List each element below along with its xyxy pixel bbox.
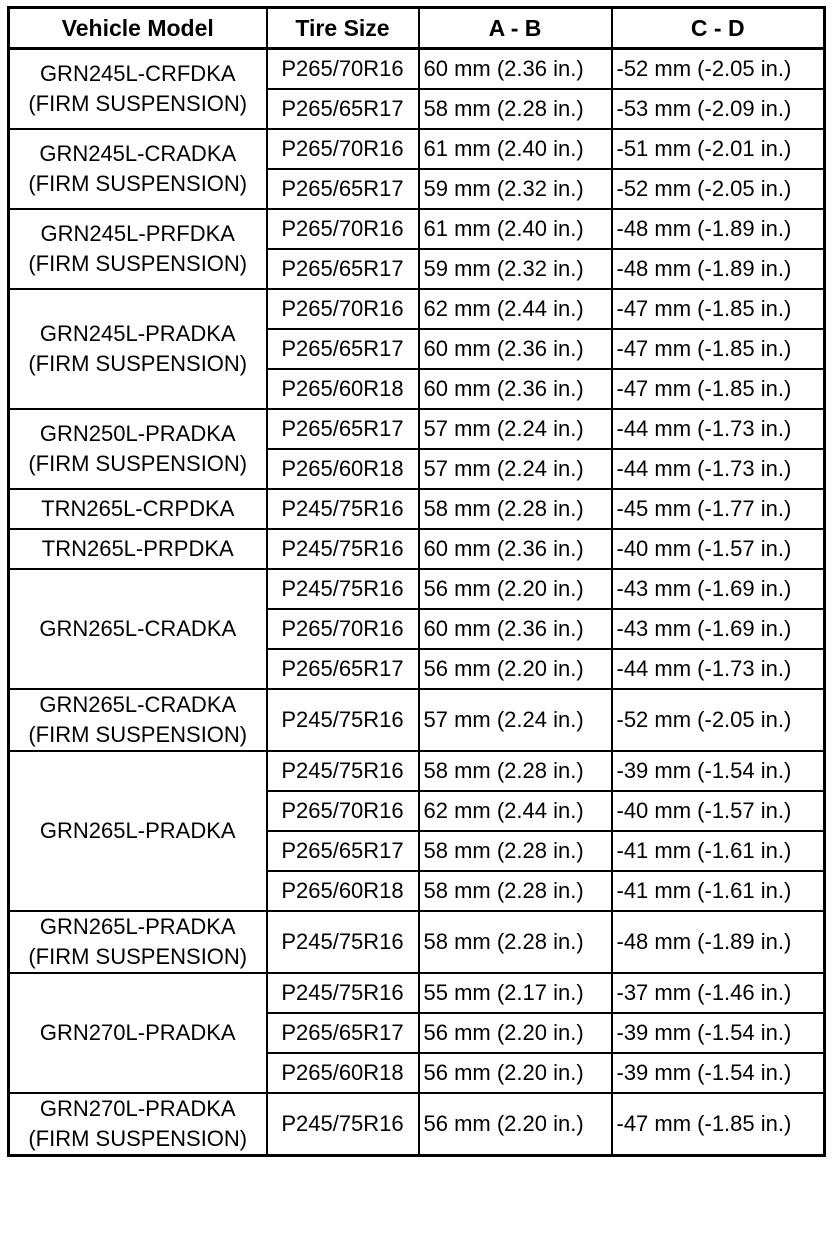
table-row bbox=[9, 973, 825, 1013]
a-b-cell: 56 mm (2.20 in.) bbox=[419, 1053, 612, 1093]
table-body bbox=[9, 49, 825, 1156]
vehicle-model-name: GRN245L-CRADKA bbox=[39, 141, 237, 166]
c-d-cell: -44 mm (-1.73 in.) bbox=[612, 409, 825, 449]
vehicle-model-name: TRN265L-CRPDKA bbox=[41, 496, 235, 521]
a-b-cell: 58 mm (2.28 in.) bbox=[419, 831, 612, 871]
tire-size-cell: P245/75R16 bbox=[267, 751, 419, 791]
c-d-cell: -48 mm (-1.89 in.) bbox=[612, 209, 825, 249]
tire-size-cell: P245/75R16 bbox=[267, 489, 419, 529]
tire-spec-table bbox=[7, 6, 826, 1157]
vehicle-model-note: (FIRM SUSPENSION) bbox=[28, 944, 248, 969]
a-b-cell: 59 mm (2.32 in.) bbox=[419, 249, 612, 289]
c-d-cell: -39 mm (-1.54 in.) bbox=[612, 1053, 825, 1093]
a-b-cell: 56 mm (2.20 in.) bbox=[419, 1013, 612, 1053]
header-c-d: C - D bbox=[612, 8, 825, 49]
a-b-cell: 55 mm (2.17 in.) bbox=[419, 973, 612, 1013]
tire-size-cell: P265/65R17 bbox=[267, 831, 419, 871]
vehicle-model-cell bbox=[9, 1093, 267, 1156]
c-d-cell: -52 mm (-2.05 in.) bbox=[612, 169, 825, 209]
table-row bbox=[9, 409, 825, 449]
table-row bbox=[9, 1093, 825, 1156]
c-d-cell: -39 mm (-1.54 in.) bbox=[612, 751, 825, 791]
a-b-cell: 56 mm (2.20 in.) bbox=[419, 1093, 612, 1156]
tire-size-cell: P265/70R16 bbox=[267, 209, 419, 249]
vehicle-model-cell bbox=[9, 569, 267, 689]
a-b-cell: 57 mm (2.24 in.) bbox=[419, 689, 612, 751]
tire-size-cell: P265/70R16 bbox=[267, 129, 419, 169]
a-b-cell: 61 mm (2.40 in.) bbox=[419, 129, 612, 169]
table-row bbox=[9, 689, 825, 751]
c-d-cell: -40 mm (-1.57 in.) bbox=[612, 529, 825, 569]
vehicle-model-name: GRN265L-PRADKA bbox=[39, 818, 236, 843]
c-d-cell: -51 mm (-2.01 in.) bbox=[612, 129, 825, 169]
tire-size-cell: P265/60R18 bbox=[267, 369, 419, 409]
vehicle-model-cell bbox=[9, 129, 267, 209]
tire-size-cell: P265/65R17 bbox=[267, 89, 419, 129]
tire-size-cell: P265/60R18 bbox=[267, 1053, 419, 1093]
a-b-cell: 57 mm (2.24 in.) bbox=[419, 409, 612, 449]
c-d-cell: -43 mm (-1.69 in.) bbox=[612, 609, 825, 649]
c-d-cell: -43 mm (-1.69 in.) bbox=[612, 569, 825, 609]
vehicle-model-name: GRN250L-PRADKA bbox=[39, 421, 236, 446]
table-row bbox=[9, 569, 825, 609]
c-d-cell: -48 mm (-1.89 in.) bbox=[612, 249, 825, 289]
vehicle-model-cell bbox=[9, 911, 267, 973]
vehicle-model-cell bbox=[9, 409, 267, 489]
c-d-cell: -48 mm (-1.89 in.) bbox=[612, 911, 825, 973]
tire-size-cell: P245/75R16 bbox=[267, 973, 419, 1013]
c-d-cell: -47 mm (-1.85 in.) bbox=[612, 329, 825, 369]
vehicle-model-name: GRN265L-CRADKA bbox=[39, 616, 237, 641]
tire-size-cell: P245/75R16 bbox=[267, 569, 419, 609]
vehicle-model-name: GRN245L-PRFDKA bbox=[40, 221, 235, 246]
vehicle-model-name: GRN265L-CRADKA bbox=[39, 692, 237, 717]
c-d-cell: -41 mm (-1.61 in.) bbox=[612, 871, 825, 911]
c-d-cell: -41 mm (-1.61 in.) bbox=[612, 831, 825, 871]
header-vehicle-model: Vehicle Model bbox=[9, 8, 267, 49]
a-b-cell: 60 mm (2.36 in.) bbox=[419, 369, 612, 409]
a-b-cell: 57 mm (2.24 in.) bbox=[419, 449, 612, 489]
tire-size-cell: P265/65R17 bbox=[267, 249, 419, 289]
a-b-cell: 62 mm (2.44 in.) bbox=[419, 289, 612, 329]
a-b-cell: 58 mm (2.28 in.) bbox=[419, 871, 612, 911]
a-b-cell: 56 mm (2.20 in.) bbox=[419, 649, 612, 689]
a-b-cell: 60 mm (2.36 in.) bbox=[419, 49, 612, 90]
c-d-cell: -44 mm (-1.73 in.) bbox=[612, 449, 825, 489]
vehicle-model-name: GRN265L-PRADKA bbox=[39, 914, 236, 939]
c-d-cell: -47 mm (-1.85 in.) bbox=[612, 289, 825, 329]
a-b-cell: 60 mm (2.36 in.) bbox=[419, 529, 612, 569]
a-b-cell: 59 mm (2.32 in.) bbox=[419, 169, 612, 209]
a-b-cell: 61 mm (2.40 in.) bbox=[419, 209, 612, 249]
vehicle-model-note: (FIRM SUSPENSION) bbox=[28, 251, 248, 276]
tire-size-cell: P265/70R16 bbox=[267, 49, 419, 90]
header-a-b: A - B bbox=[419, 8, 612, 49]
tire-size-cell: P245/75R16 bbox=[267, 1093, 419, 1156]
vehicle-model-note: (FIRM SUSPENSION) bbox=[28, 91, 248, 116]
header-tire-size: Tire Size bbox=[267, 8, 419, 49]
c-d-cell: -45 mm (-1.77 in.) bbox=[612, 489, 825, 529]
vehicle-model-note: (FIRM SUSPENSION) bbox=[28, 451, 248, 476]
c-d-cell: -52 mm (-2.05 in.) bbox=[612, 689, 825, 751]
vehicle-model-note: (FIRM SUSPENSION) bbox=[28, 351, 248, 376]
a-b-cell: 60 mm (2.36 in.) bbox=[419, 609, 612, 649]
vehicle-model-cell bbox=[9, 973, 267, 1093]
tire-size-cell: P265/65R17 bbox=[267, 169, 419, 209]
table-row bbox=[9, 289, 825, 329]
table-row bbox=[9, 129, 825, 169]
a-b-cell: 58 mm (2.28 in.) bbox=[419, 911, 612, 973]
a-b-cell: 58 mm (2.28 in.) bbox=[419, 751, 612, 791]
table-row bbox=[9, 209, 825, 249]
c-d-cell: -53 mm (-2.09 in.) bbox=[612, 89, 825, 129]
vehicle-model-cell bbox=[9, 689, 267, 751]
tire-size-cell: P265/65R17 bbox=[267, 1013, 419, 1053]
tire-size-cell: P245/75R16 bbox=[267, 529, 419, 569]
vehicle-model-note: (FIRM SUSPENSION) bbox=[28, 1126, 248, 1151]
vehicle-model-cell bbox=[9, 209, 267, 289]
tire-size-cell: P245/75R16 bbox=[267, 911, 419, 973]
vehicle-model-cell bbox=[9, 289, 267, 409]
vehicle-model-name: GRN245L-PRADKA bbox=[39, 321, 236, 346]
tire-size-cell: P265/70R16 bbox=[267, 791, 419, 831]
c-d-cell: -37 mm (-1.46 in.) bbox=[612, 973, 825, 1013]
table-row bbox=[9, 49, 825, 90]
vehicle-model-name: GRN270L-PRADKA bbox=[39, 1096, 236, 1121]
a-b-cell: 62 mm (2.44 in.) bbox=[419, 791, 612, 831]
tire-size-cell: P245/75R16 bbox=[267, 689, 419, 751]
c-d-cell: -47 mm (-1.85 in.) bbox=[612, 369, 825, 409]
vehicle-model-cell bbox=[9, 489, 267, 529]
tire-size-cell: P265/65R17 bbox=[267, 409, 419, 449]
a-b-cell: 56 mm (2.20 in.) bbox=[419, 569, 612, 609]
vehicle-model-cell bbox=[9, 49, 267, 130]
tire-size-cell: P265/65R17 bbox=[267, 649, 419, 689]
vehicle-model-name: GRN270L-PRADKA bbox=[39, 1020, 236, 1045]
tire-size-cell: P265/60R18 bbox=[267, 871, 419, 911]
spec-table-container bbox=[7, 6, 826, 1157]
tire-size-cell: P265/60R18 bbox=[267, 449, 419, 489]
table-row bbox=[9, 911, 825, 973]
vehicle-model-note: (FIRM SUSPENSION) bbox=[28, 171, 248, 196]
vehicle-model-name: TRN265L-PRPDKA bbox=[41, 536, 234, 561]
table-row bbox=[9, 529, 825, 569]
tire-size-cell: P265/70R16 bbox=[267, 609, 419, 649]
table-row bbox=[9, 751, 825, 791]
a-b-cell: 60 mm (2.36 in.) bbox=[419, 329, 612, 369]
tire-size-cell: P265/70R16 bbox=[267, 289, 419, 329]
c-d-cell: -47 mm (-1.85 in.) bbox=[612, 1093, 825, 1156]
header-row bbox=[9, 8, 825, 49]
vehicle-model-cell bbox=[9, 529, 267, 569]
a-b-cell: 58 mm (2.28 in.) bbox=[419, 89, 612, 129]
c-d-cell: -39 mm (-1.54 in.) bbox=[612, 1013, 825, 1053]
c-d-cell: -44 mm (-1.73 in.) bbox=[612, 649, 825, 689]
a-b-cell: 58 mm (2.28 in.) bbox=[419, 489, 612, 529]
vehicle-model-name: GRN245L-CRFDKA bbox=[39, 61, 236, 86]
c-d-cell: -52 mm (-2.05 in.) bbox=[612, 49, 825, 90]
table-row bbox=[9, 489, 825, 529]
vehicle-model-note: (FIRM SUSPENSION) bbox=[28, 722, 248, 747]
tire-size-cell: P265/65R17 bbox=[267, 329, 419, 369]
c-d-cell: -40 mm (-1.57 in.) bbox=[612, 791, 825, 831]
vehicle-model-cell bbox=[9, 751, 267, 911]
